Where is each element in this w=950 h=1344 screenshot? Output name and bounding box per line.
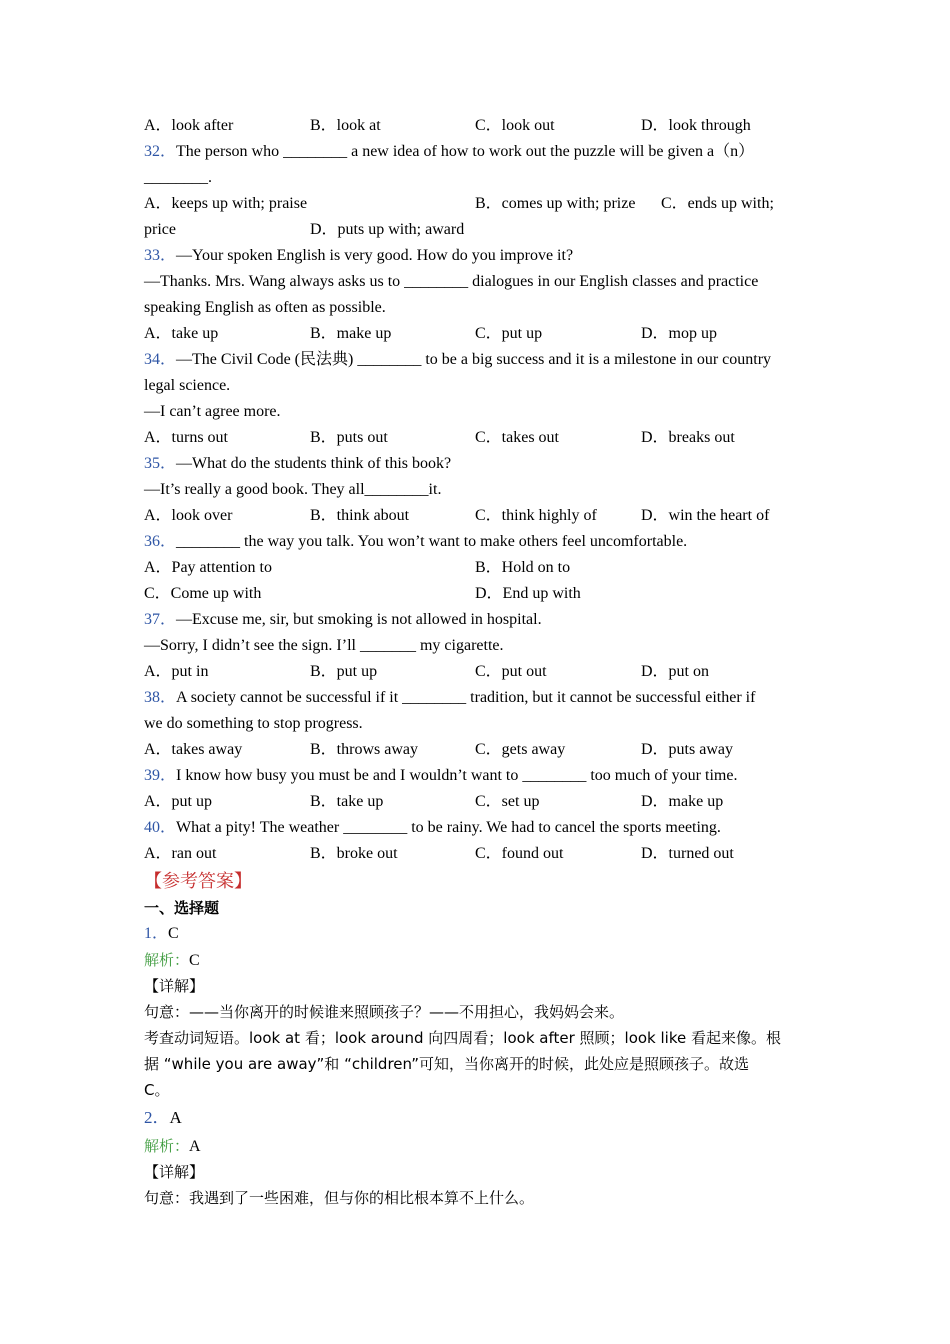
q38-stem — [144, 685, 804, 711]
q35-stem — [144, 451, 804, 477]
q40-option-b[interactable]: B．broke out — [310, 845, 398, 862]
q32-options-row1 — [144, 191, 804, 217]
q32-stem — [144, 139, 804, 165]
answer-1-detail-line-4: C。 — [144, 1081, 170, 1099]
q34-option-d[interactable]: D．breaks out — [641, 429, 735, 446]
q34-text-2: legal science. — [144, 377, 231, 394]
q38-text-1: A society cannot be successful if it ________ tradition, but it cannot be successful either if — [176, 689, 756, 706]
q37-number: 37． — [144, 611, 177, 628]
q35-option-c[interactable]: C．think highly of — [475, 507, 597, 524]
q36-options-row1 — [144, 555, 804, 581]
q34-stem — [144, 347, 804, 373]
answer-2-jiexi — [144, 1133, 804, 1159]
q37-options — [144, 659, 804, 685]
q39-option-d[interactable]: D．make up — [641, 793, 724, 810]
q38-option-d[interactable]: D．puts away — [641, 741, 733, 758]
q33-stem — [144, 243, 804, 269]
q36-stem — [144, 529, 804, 555]
q32-option-c-cont[interactable]: price — [144, 221, 176, 238]
answer-2-jiexi-value: A — [189, 1138, 201, 1155]
answer-1-detail-label: 【详解】 — [144, 977, 205, 995]
q36-number: 36． — [144, 533, 177, 550]
q38-number: 38． — [144, 689, 177, 706]
q31-option-c[interactable]: C．look out — [475, 117, 555, 134]
q40-stem — [144, 815, 804, 841]
q35-option-b[interactable]: B．think about — [310, 507, 410, 524]
q33-text-1: —Your spoken English is very good. How do you improve it? — [176, 247, 574, 264]
answer-1-jiexi-value: C — [189, 952, 200, 969]
q31-option-a[interactable]: A．look after — [144, 117, 234, 134]
q32-text-1: The person who ________ a new idea of how to work out the puzzle will be given a（n） — [176, 143, 755, 160]
q31-option-b[interactable]: B．look at — [310, 117, 381, 134]
answer-1-jiexi-label: 解析： — [144, 951, 190, 969]
q31-option-d[interactable]: D．look through — [641, 117, 751, 134]
q32-option-b[interactable]: B．comes up with; prize — [475, 195, 636, 212]
q33-text-3: speaking English as often as possible. — [144, 299, 386, 316]
section-heading: 一、选择题 — [144, 899, 220, 917]
q40-text-1: What a pity! The weather ________ to be rainy. We had to cancel the sports meeting. — [176, 819, 721, 836]
q39-option-c[interactable]: C．set up — [475, 793, 540, 810]
answer-1-jiexi — [144, 947, 804, 973]
q35-number: 35． — [144, 455, 177, 472]
q38-text-2: we do something to stop progress. — [144, 715, 363, 732]
q33-number: 33． — [144, 247, 177, 264]
q32-text-2: ________. — [144, 169, 212, 186]
q37-option-a[interactable]: A．put in — [144, 663, 209, 680]
answer-2 — [144, 1103, 804, 1133]
q39-number: 39． — [144, 767, 177, 784]
q39-option-b[interactable]: B．take up — [310, 793, 384, 810]
q36-option-c[interactable]: C．Come up with — [144, 585, 262, 602]
q35-text-1: —What do the students think of this book? — [176, 455, 452, 472]
q36-option-b[interactable]: B．Hold on to — [475, 559, 571, 576]
q34-text-3: —I can’t agree more. — [144, 403, 281, 420]
q33-text-2: —Thanks. Mrs. Wang always asks us to ________ dialogues in our English classes and practice — [144, 273, 759, 290]
answer-1 — [144, 921, 804, 947]
answer-1-value: C — [168, 925, 179, 942]
q40-number: 40． — [144, 819, 177, 836]
q37-option-d[interactable]: D．put on — [641, 663, 710, 680]
q37-stem — [144, 607, 804, 633]
q38-option-a[interactable]: A．takes away — [144, 741, 243, 758]
q33-option-a[interactable]: A．take up — [144, 325, 219, 342]
document-page — [144, 113, 804, 1211]
q32-option-d[interactable]: D．puts up with; award — [310, 221, 465, 238]
q40-options — [144, 841, 804, 867]
q40-option-a[interactable]: A．ran out — [144, 845, 217, 862]
q38-option-c[interactable]: C．gets away — [475, 741, 566, 758]
answer-key-header: 【参考答案】 — [144, 871, 252, 891]
q32-option-a[interactable]: A．keeps up with; praise — [144, 195, 308, 212]
answer-1-detail-line-1: 句意：——当你离开的时候谁来照顾孩子？——不用担心，我妈妈会来。 — [144, 1003, 625, 1021]
q37-option-b[interactable]: B．put up — [310, 663, 378, 680]
q36-option-d[interactable]: D．End up with — [475, 585, 581, 602]
q34-text-1: —The Civil Code (民法典) ________ to be a big success and it is a milestone in our country — [176, 351, 772, 368]
q39-text-1: I know how busy you must be and I wouldn’t want to ________ too much of your time. — [176, 767, 738, 784]
q37-text-1: —Excuse me, sir, but smoking is not allowed in hospital. — [176, 611, 542, 628]
q32-number: 32． — [144, 143, 177, 160]
q38-options — [144, 737, 804, 763]
q40-option-d[interactable]: D．turned out — [641, 845, 734, 862]
q36-text-1: ________ the way you talk. You won’t want to make others feel uncomfortable. — [176, 533, 688, 550]
answer-2-number: 2． — [144, 1108, 170, 1127]
q33-option-d[interactable]: D．mop up — [641, 325, 718, 342]
q33-options — [144, 321, 804, 347]
answer-2-detail-label: 【详解】 — [144, 1163, 205, 1181]
q36-option-a[interactable]: A．Pay attention to — [144, 559, 272, 576]
q35-text-2: —It’s really a good book. They all________it. — [144, 481, 442, 498]
q39-option-a[interactable]: A．put up — [144, 793, 213, 810]
q31-options — [144, 113, 804, 139]
q38-option-b[interactable]: B．throws away — [310, 741, 418, 758]
q33-option-b[interactable]: B．make up — [310, 325, 392, 342]
q34-option-b[interactable]: B．puts out — [310, 429, 388, 446]
q39-options — [144, 789, 804, 815]
answer-2-detail-line-1: 句意：我遇到了一些困难，但与你的相比根本算不上什么。 — [144, 1189, 535, 1207]
q37-option-c[interactable]: C．put out — [475, 663, 547, 680]
q33-option-c[interactable]: C．put up — [475, 325, 543, 342]
q37-text-2: —Sorry, I didn’t see the sign. I’ll _______ my cigarette. — [144, 637, 504, 654]
q34-options — [144, 425, 804, 451]
q32-option-c[interactable]: C．ends up with; — [661, 195, 774, 212]
q36-options-row2 — [144, 581, 804, 607]
q35-options — [144, 503, 804, 529]
answer-2-jiexi-label: 解析： — [144, 1137, 190, 1155]
q34-option-a[interactable]: A．turns out — [144, 429, 229, 446]
q32-options-row2 — [144, 217, 804, 243]
q40-option-c[interactable]: C．found out — [475, 845, 564, 862]
answer-1-detail-line-2: 考查动词短语。look at 看；look around 向四周看；look after 照顾；look like 看起来像。根 — [144, 1029, 781, 1047]
q34-option-c[interactable]: C．takes out — [475, 429, 559, 446]
q35-option-a[interactable]: A．look over — [144, 507, 233, 524]
q35-option-d[interactable]: D．win the heart of — [641, 507, 770, 524]
answer-1-detail-line-3: 据 “while you are away”和 “children”可知，当你离开的时候，此处应是照顾孩子。故选 — [144, 1055, 749, 1073]
q39-stem — [144, 763, 804, 789]
answer-1-number: 1． — [144, 925, 169, 942]
answer-2-value: A — [169, 1108, 182, 1127]
q34-number: 34． — [144, 351, 177, 368]
